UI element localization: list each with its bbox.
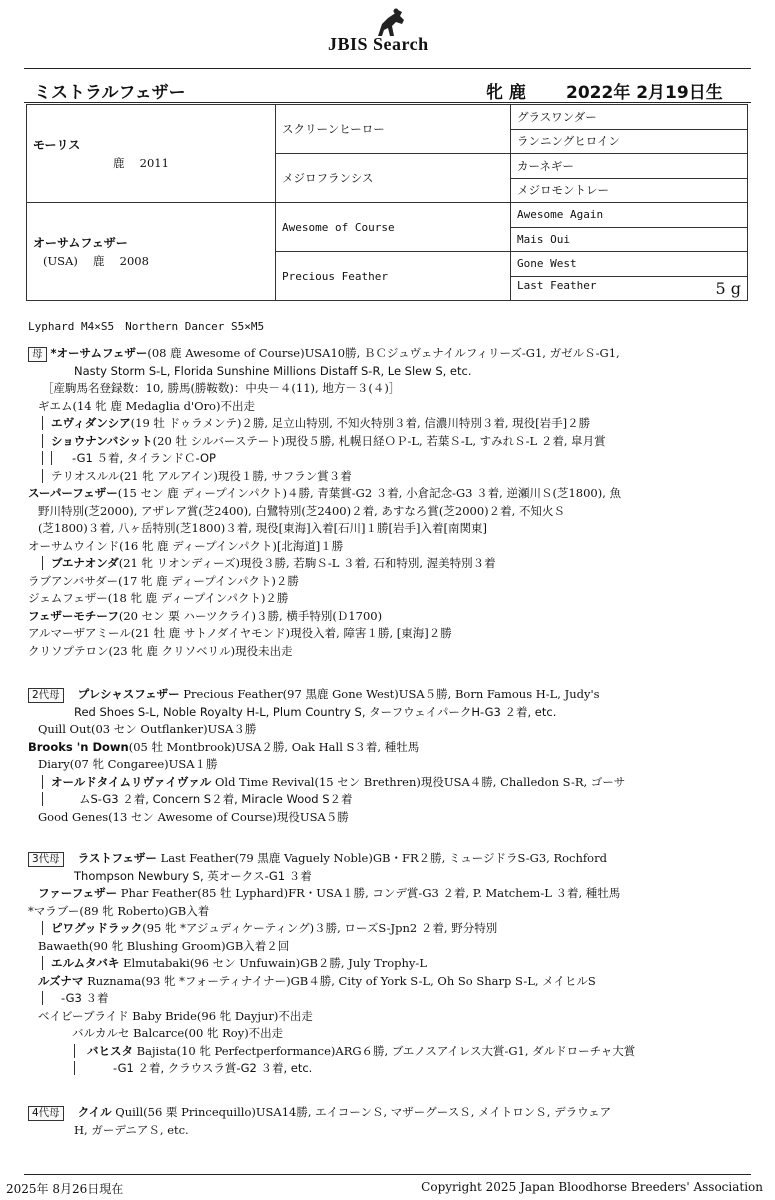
foal-name[interactable]: Brooks 'n Down — [28, 739, 129, 754]
list-item: ギエム(14 牝 鹿 Medaglia d'Oro)不出走 — [38, 398, 255, 413]
sire-info: 鹿 2011 — [113, 156, 169, 170]
sire-sire-sire[interactable]: グラスワンダー — [511, 105, 748, 130]
foal-record-cont: -G1 ５着, タイランドＣ-OP — [51, 451, 216, 465]
section-fourth-dam — [28, 1104, 755, 1139]
foal-name[interactable]: オールドタイムリヴァイヴァル — [51, 774, 212, 789]
horse-name: ミストラルフェザー — [34, 83, 186, 103]
list-item: *マラブー(89 牝 Roberto)GB入着 — [28, 903, 210, 918]
dam-entry-name[interactable]: *オーサムフェザー — [50, 346, 148, 360]
sire-sire-dam[interactable]: ランニングヒロイン — [511, 129, 748, 154]
second-dam-name[interactable]: プレシャスフェザー — [77, 687, 180, 701]
third-dam-record: Last Feather(79 黒鹿 Vaguely Noble)GB・FR２勝, ミュージドラS-G3, Rochford — [156, 851, 607, 865]
dam-sire[interactable]: Awesome of Course — [276, 203, 511, 252]
list-item: クリソプテロン(23 牝 鹿 クリソベリル)現役未出走 — [28, 643, 293, 658]
section-second-dam — [28, 686, 755, 826]
list-item: アルマーザアミール(21 牡 鹿 サトノダイヤモンド)現役入着, 障害１勝, [東海]２勝 — [28, 626, 452, 640]
foal-name[interactable]: フェザーモチーフ — [28, 608, 119, 623]
horse-header — [28, 78, 747, 102]
third-dam-name[interactable]: ラストフェザー — [77, 851, 157, 865]
list-item: Diary(07 牝 Congaree)USA１勝 — [38, 757, 218, 771]
inbreeding-info: Lyphard M4×S5 Northern Dancer S5×M5 — [28, 320, 265, 333]
sire-dam-sire[interactable]: カーネギー — [511, 154, 748, 179]
foal-name[interactable]: スーパーフェザー — [28, 486, 118, 500]
foal-record: Old Time Revival(15 セン Brethren)現役USA４勝, Challedon S-R, ゴーサ — [211, 774, 626, 789]
footer-copyright: Copyright 2025 Japan Bloodhorse Breeders' Association — [421, 1180, 763, 1194]
horse-sex-color: 牝 鹿 — [486, 83, 526, 103]
second-dam-record: Precious Feather(97 黒鹿 Gone West)USA５勝, Born Famous H-L, Judy's — [179, 687, 600, 701]
list-item: Good Genes(13 セン Awesome of Course)現役USA５勝 — [38, 809, 349, 824]
foal-name[interactable]: エルムタバキ — [51, 956, 120, 970]
list-item: ベイビーブライド Baby Bride(96 牝 Dayjur)不出走 — [38, 1008, 313, 1023]
foal-record-cont: -G1 ２着, クラウスラ賞-G2 ３着, etc. — [74, 1061, 312, 1075]
foal-record-cont: 野川特別(芝2000), アザレア賞(芝2400), 白鷺特別(芝2400)２着, あすなろ賞(芝2000)２着, 不知火Ｓ — [38, 503, 565, 518]
second-dam-record-cont: Red Shoes S-L, Noble Royalty H-L, Plum Country S, ターフウェイパークH-G3 ２着, etc. — [74, 704, 557, 719]
foal-name[interactable]: ピワグッドラック — [51, 921, 143, 935]
dam-dam[interactable]: Precious Feather — [276, 252, 511, 301]
dam-sire-sire[interactable]: Awesome Again — [511, 203, 748, 228]
foal-record: (20 セン 栗 ハーツクライ)３勝, 横手特別(Ｄ1700) — [118, 608, 383, 623]
horse-dob: 2022年 2月19日生 — [566, 83, 723, 103]
foal-record: Bajista(10 牝 Perfectperformance)ARG６勝, ブエノスアイレス大賞-G1, ダルドローチャ大賞 — [133, 1043, 636, 1058]
list-item: オーサムウインド(16 牝 鹿 ディープインパクト)[北海道]１勝 — [28, 538, 344, 553]
list-item: Bawaeth(90 牝 Blushing Groom)GB入着２回 — [38, 938, 290, 953]
footer-rule — [24, 1174, 751, 1175]
section-tag: 4代母 — [28, 1106, 64, 1121]
dam-info: (USA) 鹿 2008 — [43, 254, 149, 268]
pedigree-sire-cell — [27, 105, 276, 203]
foal-record: (21 牝 リオンディーズ)現役３勝, 若駒Ｓ-L ３着, 石和特別, 渥美特別３着 — [118, 556, 496, 570]
jbis-logo[interactable] — [320, 8, 460, 54]
sire-sire[interactable]: スクリーンヒーロー — [276, 105, 511, 154]
foal-record: Ruznama(93 牝 *フォーティナイナー)GB４勝, City of York S-L, Oh So Sharp S-L, メイヒルS — [83, 973, 596, 988]
sire-dam[interactable]: メジロフランシス — [276, 154, 511, 203]
foal-record: (20 牡 シルバーステート)現役５勝, 札幌日経ＯＰ-L, 若葉Ｓ-L, すみれＳ-L ２着, 皐月賞 — [152, 433, 606, 448]
foal-record: (05 牡 Montbrook)USA２勝, Oak Hall S３着, 種牡馬 — [128, 739, 420, 754]
header-rule-bottom — [24, 102, 751, 103]
header-rule-top — [24, 68, 751, 69]
dam-dam-dam[interactable]: Last Feather — [517, 278, 597, 292]
dam-dam-dam-cell — [511, 276, 748, 301]
foal-record-cont: (芝1800)３着, 八ヶ岳特別(芝1800)３着, 現役[東海]入着[石川]１勝[岩手]入着[南関東] — [38, 521, 487, 535]
foal-record-cont: -G3 ３着 — [42, 991, 108, 1005]
fourth-dam-name[interactable]: クイル — [77, 1105, 112, 1119]
dam-entry-record: (08 鹿 Awesome of Course)USA10勝, ＢＣジュヴェナイルフィリーズ-G1, ガゼルＳ-G1, — [147, 346, 620, 360]
dam-dam-sire[interactable]: Gone West — [511, 252, 748, 277]
produce-summary: ［産駒馬名登録数：10, 勝馬(勝鞍数)：中央－４(11), 地方－３(４)］ — [42, 381, 401, 395]
list-item: Quill Out(03 セン Outflanker)USA３勝 — [38, 722, 257, 736]
fourth-dam-record-cont: H, ガーデニアＳ, etc. — [74, 1122, 189, 1137]
section-tag: 2代母 — [28, 688, 64, 703]
foal-name[interactable]: エヴィダンシア — [51, 416, 131, 430]
section-tag: 3代母 — [28, 852, 64, 867]
generation-size: 5 g — [715, 278, 741, 298]
list-item: バルカルセ Balcarce(00 牝 Roy)不出走 — [72, 1026, 284, 1040]
list-item: テリオスルル(21 牝 アルアイン)現役１勝, サフラン賞３着 — [42, 469, 352, 483]
dam-sire-dam[interactable]: Mais Oui — [511, 227, 748, 252]
foal-name[interactable]: ショウナンバシット — [51, 433, 153, 448]
foal-record: Elmutabaki(96 セン Unfuwain)GB２勝, July Trophy-L — [119, 956, 427, 970]
foal-record: (19 牡 ドゥラメンテ)２勝, 足立山特別, 不知火特別３着, 信濃川特別３着, 現役[岩手]２勝 — [130, 416, 591, 430]
foal-name[interactable]: ルズナマ — [38, 973, 84, 988]
logo-text: JBIS Search — [328, 34, 429, 54]
dam-name[interactable]: オーサムフェザー — [33, 236, 128, 250]
list-item: ジェムフェザー(18 牝 鹿 ディープインパクト)２勝 — [28, 591, 289, 605]
section-tag: 母 — [28, 347, 47, 362]
pedigree-dam-cell — [27, 203, 276, 301]
foal-name[interactable]: バヒスタ — [87, 1043, 133, 1058]
foal-name[interactable]: ファーフェザー — [38, 886, 118, 900]
footer-date: 2025年 8月26日現在 — [6, 1182, 124, 1196]
sire-name[interactable]: モーリス — [33, 138, 81, 152]
foal-name[interactable]: ブエナオンダ — [51, 556, 119, 570]
foal-record-cont: ムS-G3 ２着, Concern S２着, Miracle Wood S２着 — [42, 792, 353, 806]
dam-entry-record-cont: Nasty Storm S-L, Florida Sunshine Millions Distaff S-R, Le Slew S, etc. — [74, 363, 472, 378]
foal-record: (15 セン 鹿 ディープインパクト)４勝, 青葉賞-G2 ３着, 小倉記念-G3 ３着, 逆瀬川Ｓ(芝1800), 魚 — [117, 486, 622, 500]
fourth-dam-record: Quill(56 栗 Princequillo)USA14勝, エイコーンＳ, マザーグースＳ, メイトロンＳ, デラウェア — [111, 1105, 612, 1119]
list-item: ラブアンバサダー(17 牝 鹿 ディープインパクト)２勝 — [28, 573, 299, 588]
section-dam — [28, 345, 755, 660]
sire-dam-dam[interactable]: メジロモントレー — [511, 178, 748, 203]
third-dam-record-cont: Thompson Newbury S, 英オークス-G1 ３着 — [74, 868, 312, 883]
section-third-dam — [28, 850, 755, 1078]
foal-record: (95 牝 *アジュディケーティング)３勝, ローズS-Jpn2 ２着, 野分特別 — [142, 921, 498, 935]
foal-record: Phar Feather(85 牡 Lyphard)FR・USA１勝, コンデ賞-G3 ２着, P. Matchem-L ３着, 種牡馬 — [117, 886, 621, 900]
pedigree-table — [26, 104, 748, 301]
